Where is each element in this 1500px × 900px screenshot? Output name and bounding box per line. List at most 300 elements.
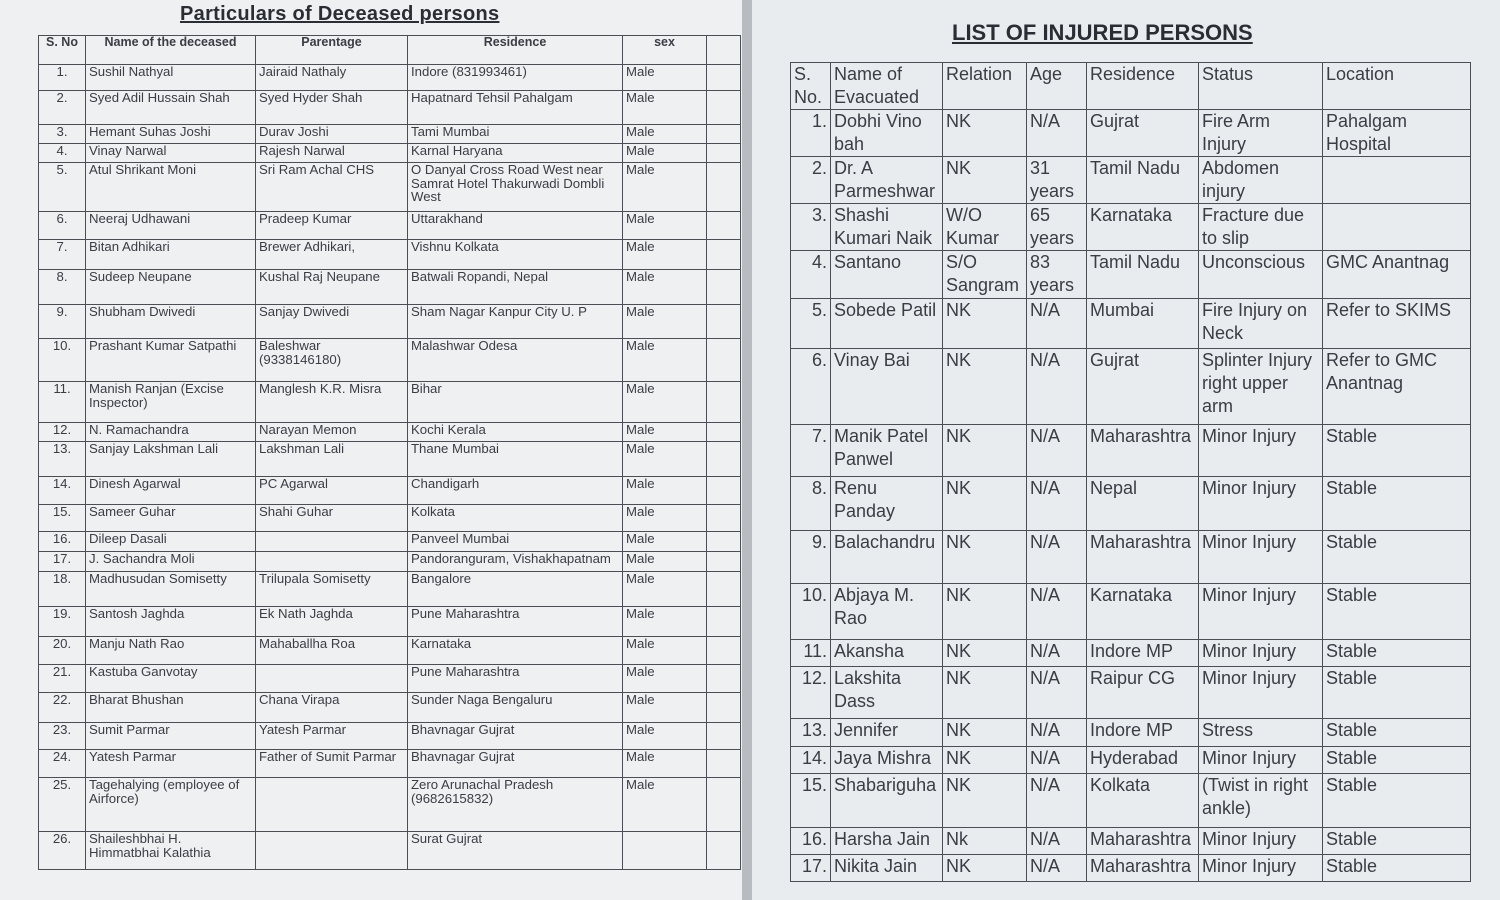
residence-cell: Maharashtra (1087, 855, 1199, 882)
residence-cell: Tamil Nadu (1087, 251, 1199, 299)
status-cell: Abdomen injury (1199, 157, 1323, 204)
serial-cell: 15. (791, 774, 831, 828)
injured-row (791, 251, 1471, 299)
relation-cell: NK (943, 349, 1027, 425)
status-cell: Unconscious (1199, 251, 1323, 299)
residence-cell: Pune Maharashtra (408, 607, 623, 637)
parentage-cell: Lakshman Lali (256, 442, 408, 477)
relation-cell: NK (943, 425, 1027, 477)
residence-cell: Tami Mumbai (408, 125, 623, 144)
parentage-cell (256, 778, 408, 832)
injured-header-row (791, 63, 1471, 110)
injured-row (791, 204, 1471, 251)
parentage-cell: Trilupala Somisetty (256, 572, 408, 607)
serial-cell: 22. (39, 693, 86, 723)
parentage-cell: Mahaballha Roa (256, 637, 408, 665)
parentage-cell: PC Agarwal (256, 477, 408, 505)
location-cell: Stable (1323, 477, 1471, 531)
col-header-age: Age (1027, 63, 1087, 110)
serial-cell: 14. (39, 477, 86, 505)
relation-cell: Nk (943, 828, 1027, 855)
deceased-row (39, 693, 741, 723)
blank-cell (707, 91, 741, 125)
residence-cell: Bhavnagar Gujrat (408, 723, 623, 750)
blank-cell (707, 144, 741, 163)
blank-cell (707, 240, 741, 270)
deceased-row (39, 532, 741, 552)
location-cell: Stable (1323, 747, 1471, 774)
deceased-row (39, 270, 741, 305)
serial-cell: 1. (791, 110, 831, 157)
parentage-cell: Sri Ram Achal CHS (256, 163, 408, 212)
sex-cell: Male (623, 778, 707, 832)
status-cell: Minor Injury (1199, 640, 1323, 667)
residence-cell: Kochi Kerala (408, 423, 623, 442)
injured-title: LIST OF INJURED PERSONS (952, 20, 1253, 45)
name-cell: Nikita Jain (831, 855, 943, 882)
age-cell: N/A (1027, 425, 1087, 477)
residence-cell: Batwali Ropandi, Nepal (408, 270, 623, 305)
residence-cell: Nepal (1087, 477, 1199, 531)
location-cell: Stable (1323, 667, 1471, 719)
location-cell: Stable (1323, 531, 1471, 584)
relation-cell: S/O Sangram (943, 251, 1027, 299)
status-cell: Minor Injury (1199, 828, 1323, 855)
location-cell: Stable (1323, 774, 1471, 828)
deceased-row (39, 552, 741, 572)
serial-cell: 1. (39, 65, 86, 91)
relation-cell: NK (943, 667, 1027, 719)
name-cell: Santano (831, 251, 943, 299)
injured-sheet (752, 0, 1500, 900)
residence-cell: Hyderabad (1087, 747, 1199, 774)
parentage-cell: Syed Hyder Shah (256, 91, 408, 125)
name-cell: Sameer Guhar (86, 505, 256, 532)
serial-cell: 2. (39, 91, 86, 125)
serial-cell: 11. (39, 382, 86, 423)
sex-cell: Male (623, 723, 707, 750)
residence-cell: Karnal Haryana (408, 144, 623, 163)
serial-cell: 14. (791, 747, 831, 774)
blank-cell (707, 212, 741, 240)
name-cell: N. Ramachandra (86, 423, 256, 442)
age-cell: N/A (1027, 855, 1087, 882)
parentage-cell: Father of Sumit Parmar (256, 750, 408, 778)
injured-row (791, 299, 1471, 349)
injured-row (791, 667, 1471, 719)
residence-cell: Indore MP (1087, 719, 1199, 747)
serial-cell: 20. (39, 637, 86, 665)
deceased-row (39, 607, 741, 637)
serial-cell: 2. (791, 157, 831, 204)
serial-cell: 8. (791, 477, 831, 531)
blank-cell (707, 665, 741, 693)
sex-cell: Male (623, 572, 707, 607)
serial-cell: 24. (39, 750, 86, 778)
residence-cell: Kolkata (408, 505, 623, 532)
residence-cell: Sunder Naga Bengaluru (408, 693, 623, 723)
name-cell: Hemant Suhas Joshi (86, 125, 256, 144)
age-cell: N/A (1027, 747, 1087, 774)
serial-cell: 3. (39, 125, 86, 144)
name-cell: Manju Nath Rao (86, 637, 256, 665)
residence-cell: Bhavnagar Gujrat (408, 750, 623, 778)
deceased-row (39, 91, 741, 125)
injured-row (791, 747, 1471, 774)
residence-cell: Tamil Nadu (1087, 157, 1199, 204)
sex-cell: Male (623, 552, 707, 572)
age-cell: N/A (1027, 828, 1087, 855)
injured-row (791, 774, 1471, 828)
deceased-row (39, 382, 741, 423)
age-cell: N/A (1027, 774, 1087, 828)
location-cell: Refer to GMC Anantnag (1323, 349, 1471, 425)
injured-row (791, 157, 1471, 204)
deceased-row (39, 305, 741, 339)
name-cell: J. Sachandra Moli (86, 552, 256, 572)
col-header-sex: sex (623, 36, 707, 65)
blank-cell (707, 382, 741, 423)
serial-cell: 5. (791, 299, 831, 349)
injured-row (791, 584, 1471, 640)
serial-cell: 7. (791, 425, 831, 477)
deceased-row (39, 778, 741, 832)
sex-cell: Male (623, 442, 707, 477)
status-cell: Fire Arm Injury (1199, 110, 1323, 157)
residence-cell: Sham Nagar Kanpur City U. P (408, 305, 623, 339)
blank-cell (707, 572, 741, 607)
relation-cell: NK (943, 719, 1027, 747)
sex-cell: Male (623, 270, 707, 305)
name-cell: Sanjay Lakshman Lali (86, 442, 256, 477)
deceased-row (39, 750, 741, 778)
name-cell: Dobhi Vino bah (831, 110, 943, 157)
injured-rows (791, 110, 1471, 882)
sex-cell: Male (623, 532, 707, 552)
residence-cell: Surat Gujrat (408, 832, 623, 870)
name-cell: Neeraj Udhawani (86, 212, 256, 240)
sex-cell: Male (623, 240, 707, 270)
parentage-cell: Pradeep Kumar (256, 212, 408, 240)
blank-cell (707, 270, 741, 305)
serial-cell: 8. (39, 270, 86, 305)
location-cell: Pahalgam Hospital (1323, 110, 1471, 157)
blank-cell (707, 552, 741, 572)
relation-cell: NK (943, 584, 1027, 640)
parentage-cell: Ek Nath Jaghda (256, 607, 408, 637)
name-cell: Shubham Dwivedi (86, 305, 256, 339)
parentage-cell: Kushal Raj Neupane (256, 270, 408, 305)
residence-cell: Karnataka (408, 637, 623, 665)
residence-cell: Vishnu Kolkata (408, 240, 623, 270)
blank-cell (707, 505, 741, 532)
residence-cell: Thane Mumbai (408, 442, 623, 477)
blank-cell (707, 339, 741, 382)
relation-cell: NK (943, 299, 1027, 349)
residence-cell: Zero Arunachal Pradesh (9682615832) (408, 778, 623, 832)
blank-cell (707, 442, 741, 477)
residence-cell: Pandoranguram, Vishakhapatnam (408, 552, 623, 572)
relation-cell: NK (943, 640, 1027, 667)
name-cell: Jennifer (831, 719, 943, 747)
name-cell: Vinay Narwal (86, 144, 256, 163)
col-header-relation: Relation (943, 63, 1027, 110)
sex-cell: Male (623, 665, 707, 693)
blank-cell (707, 532, 741, 552)
serial-cell: 12. (791, 667, 831, 719)
deceased-row (39, 240, 741, 270)
col-header-parentage: Parentage (256, 36, 408, 65)
serial-cell: 9. (39, 305, 86, 339)
parentage-cell: Yatesh Parmar (256, 723, 408, 750)
serial-cell: 25. (39, 778, 86, 832)
deceased-row (39, 125, 741, 144)
age-cell: N/A (1027, 584, 1087, 640)
serial-cell: 19. (39, 607, 86, 637)
serial-cell: 23. (39, 723, 86, 750)
residence-cell: Raipur CG (1087, 667, 1199, 719)
deceased-sheet (0, 0, 742, 900)
injured-row (791, 855, 1471, 882)
name-cell: Shashi Kumari Naik (831, 204, 943, 251)
parentage-cell: Durav Joshi (256, 125, 408, 144)
serial-cell: 6. (39, 212, 86, 240)
location-cell: Refer to SKIMS (1323, 299, 1471, 349)
name-cell: Manish Ranjan (Excise Inspector) (86, 382, 256, 423)
blank-cell (707, 607, 741, 637)
col-header-name: Name of the deceased (86, 36, 256, 65)
serial-cell: 5. (39, 163, 86, 212)
residence-cell: Chandigarh (408, 477, 623, 505)
deceased-row (39, 832, 741, 870)
name-cell: Santosh Jaghda (86, 607, 256, 637)
serial-cell: 4. (791, 251, 831, 299)
col-header-blank (707, 36, 741, 65)
relation-cell: NK (943, 531, 1027, 584)
name-cell: Dinesh Agarwal (86, 477, 256, 505)
residence-cell: Indore (831993461) (408, 65, 623, 91)
age-cell: N/A (1027, 349, 1087, 425)
serial-cell: 21. (39, 665, 86, 693)
parentage-cell: Baleshwar (9338146180) (256, 339, 408, 382)
serial-cell: 17. (791, 855, 831, 882)
status-cell: Minor Injury (1199, 747, 1323, 774)
deceased-table (38, 35, 741, 870)
blank-cell (707, 750, 741, 778)
col-header-residence: Residence (1087, 63, 1199, 110)
name-cell: Yatesh Parmar (86, 750, 256, 778)
deceased-row (39, 665, 741, 693)
residence-cell: Maharashtra (1087, 531, 1199, 584)
sex-cell: Male (623, 423, 707, 442)
residence-cell: O Danyal Cross Road West near Samrat Hotel Thakurwadi Dombli West (408, 163, 623, 212)
age-cell: 31 years (1027, 157, 1087, 204)
serial-cell: 9. (791, 531, 831, 584)
name-cell: Shabariguha (831, 774, 943, 828)
age-cell: N/A (1027, 531, 1087, 584)
injured-row (791, 110, 1471, 157)
residence-cell: Kolkata (1087, 774, 1199, 828)
injured-table (790, 62, 1471, 882)
name-cell: Sobede Patil (831, 299, 943, 349)
location-cell: Stable (1323, 855, 1471, 882)
location-cell (1323, 204, 1471, 251)
parentage-cell: Narayan Memon (256, 423, 408, 442)
parentage-cell: Sanjay Dwivedi (256, 305, 408, 339)
status-cell: Splinter Injury right upper arm (1199, 349, 1323, 425)
deceased-row (39, 505, 741, 532)
name-cell: Sushil Nathyal (86, 65, 256, 91)
serial-cell: 7. (39, 240, 86, 270)
blank-cell (707, 65, 741, 91)
name-cell: Shaileshbhai H. Himmatbhai Kalathia (86, 832, 256, 870)
blank-cell (707, 477, 741, 505)
name-cell: Akansha (831, 640, 943, 667)
sex-cell: Male (623, 339, 707, 382)
name-cell: Abjaya M. Rao (831, 584, 943, 640)
residence-cell: Karnataka (1087, 584, 1199, 640)
name-cell: Balachandru (831, 531, 943, 584)
serial-cell: 3. (791, 204, 831, 251)
age-cell: 83 years (1027, 251, 1087, 299)
serial-cell: 18. (39, 572, 86, 607)
sex-cell: Male (623, 693, 707, 723)
name-cell: Madhusudan Somisetty (86, 572, 256, 607)
blank-cell (707, 723, 741, 750)
relation-cell: NK (943, 855, 1027, 882)
parentage-cell (256, 532, 408, 552)
parentage-cell: Chana Virapa (256, 693, 408, 723)
serial-cell: 17. (39, 552, 86, 572)
deceased-row (39, 572, 741, 607)
name-cell: Bharat Bhushan (86, 693, 256, 723)
sex-cell: Male (623, 65, 707, 91)
sex-cell: Male (623, 163, 707, 212)
serial-cell: 10. (791, 584, 831, 640)
parentage-cell: Shahi Guhar (256, 505, 408, 532)
injured-row (791, 640, 1471, 667)
name-cell: Renu Panday (831, 477, 943, 531)
sex-cell: Male (623, 91, 707, 125)
name-cell: Atul Shrikant Moni (86, 163, 256, 212)
location-cell: Stable (1323, 828, 1471, 855)
residence-cell: Indore MP (1087, 640, 1199, 667)
deceased-row (39, 65, 741, 91)
col-header-name: Name of Evacuated (831, 63, 943, 110)
residence-cell: Bangalore (408, 572, 623, 607)
sex-cell: Male (623, 477, 707, 505)
sex-cell (623, 832, 707, 870)
residence-cell: Malashwar Odesa (408, 339, 623, 382)
name-cell: Bitan Adhikari (86, 240, 256, 270)
blank-cell (707, 832, 741, 870)
residence-cell: Panveel Mumbai (408, 532, 623, 552)
residence-cell: Bihar (408, 382, 623, 423)
status-cell: Minor Injury (1199, 584, 1323, 640)
blank-cell (707, 125, 741, 144)
parentage-cell (256, 832, 408, 870)
status-cell: Stress (1199, 719, 1323, 747)
deceased-row (39, 423, 741, 442)
status-cell: Fire Injury on Neck (1199, 299, 1323, 349)
age-cell: N/A (1027, 640, 1087, 667)
blank-cell (707, 423, 741, 442)
injured-row (791, 349, 1471, 425)
parentage-cell: Rajesh Narwal (256, 144, 408, 163)
parentage-cell: Manglesh K.R. Misra (256, 382, 408, 423)
residence-cell: Mumbai (1087, 299, 1199, 349)
name-cell: Harsha Jain (831, 828, 943, 855)
blank-cell (707, 305, 741, 339)
col-header-status: Status (1199, 63, 1323, 110)
serial-cell: 16. (39, 532, 86, 552)
status-cell: Minor Injury (1199, 531, 1323, 584)
relation-cell: W/O Kumar (943, 204, 1027, 251)
deceased-rows (39, 65, 741, 870)
relation-cell: NK (943, 477, 1027, 531)
serial-cell: 26. (39, 832, 86, 870)
deceased-row (39, 339, 741, 382)
residence-cell: Karnataka (1087, 204, 1199, 251)
sex-cell: Male (623, 750, 707, 778)
deceased-row (39, 637, 741, 665)
status-cell: Minor Injury (1199, 425, 1323, 477)
age-cell: 65 years (1027, 204, 1087, 251)
col-header-sno: S. No (39, 36, 86, 65)
location-cell: Stable (1323, 719, 1471, 747)
deceased-header-row (39, 36, 741, 65)
location-cell: Stable (1323, 425, 1471, 477)
blank-cell (707, 693, 741, 723)
parentage-cell: Jairaid Nathaly (256, 65, 408, 91)
location-cell: Stable (1323, 584, 1471, 640)
residence-cell: Uttarakhand (408, 212, 623, 240)
serial-cell: 16. (791, 828, 831, 855)
residence-cell: Maharashtra (1087, 425, 1199, 477)
name-cell: Kastuba Ganvotay (86, 665, 256, 693)
sex-cell: Male (623, 144, 707, 163)
sex-cell: Male (623, 505, 707, 532)
serial-cell: 6. (791, 349, 831, 425)
col-header-residence: Residence (408, 36, 623, 65)
serial-cell: 13. (39, 442, 86, 477)
serial-cell: 12. (39, 423, 86, 442)
relation-cell: NK (943, 110, 1027, 157)
status-cell: Minor Injury (1199, 667, 1323, 719)
sex-cell: Male (623, 607, 707, 637)
sex-cell: Male (623, 305, 707, 339)
col-header-sno: S. No. (791, 63, 831, 110)
deceased-row (39, 723, 741, 750)
status-cell: Fracture due to slip (1199, 204, 1323, 251)
status-cell: (Twist in right ankle) (1199, 774, 1323, 828)
age-cell: N/A (1027, 299, 1087, 349)
name-cell: Manik Patel Panwel (831, 425, 943, 477)
relation-cell: NK (943, 774, 1027, 828)
page-gap (742, 0, 752, 900)
location-cell: GMC Anantnag (1323, 251, 1471, 299)
age-cell: N/A (1027, 477, 1087, 531)
residence-cell: Gujrat (1087, 110, 1199, 157)
deceased-title: Particulars of Deceased persons (180, 3, 500, 25)
serial-cell: 4. (39, 144, 86, 163)
blank-cell (707, 163, 741, 212)
deceased-row (39, 144, 741, 163)
sex-cell: Male (623, 125, 707, 144)
location-cell: Stable (1323, 640, 1471, 667)
sex-cell: Male (623, 212, 707, 240)
relation-cell: NK (943, 157, 1027, 204)
